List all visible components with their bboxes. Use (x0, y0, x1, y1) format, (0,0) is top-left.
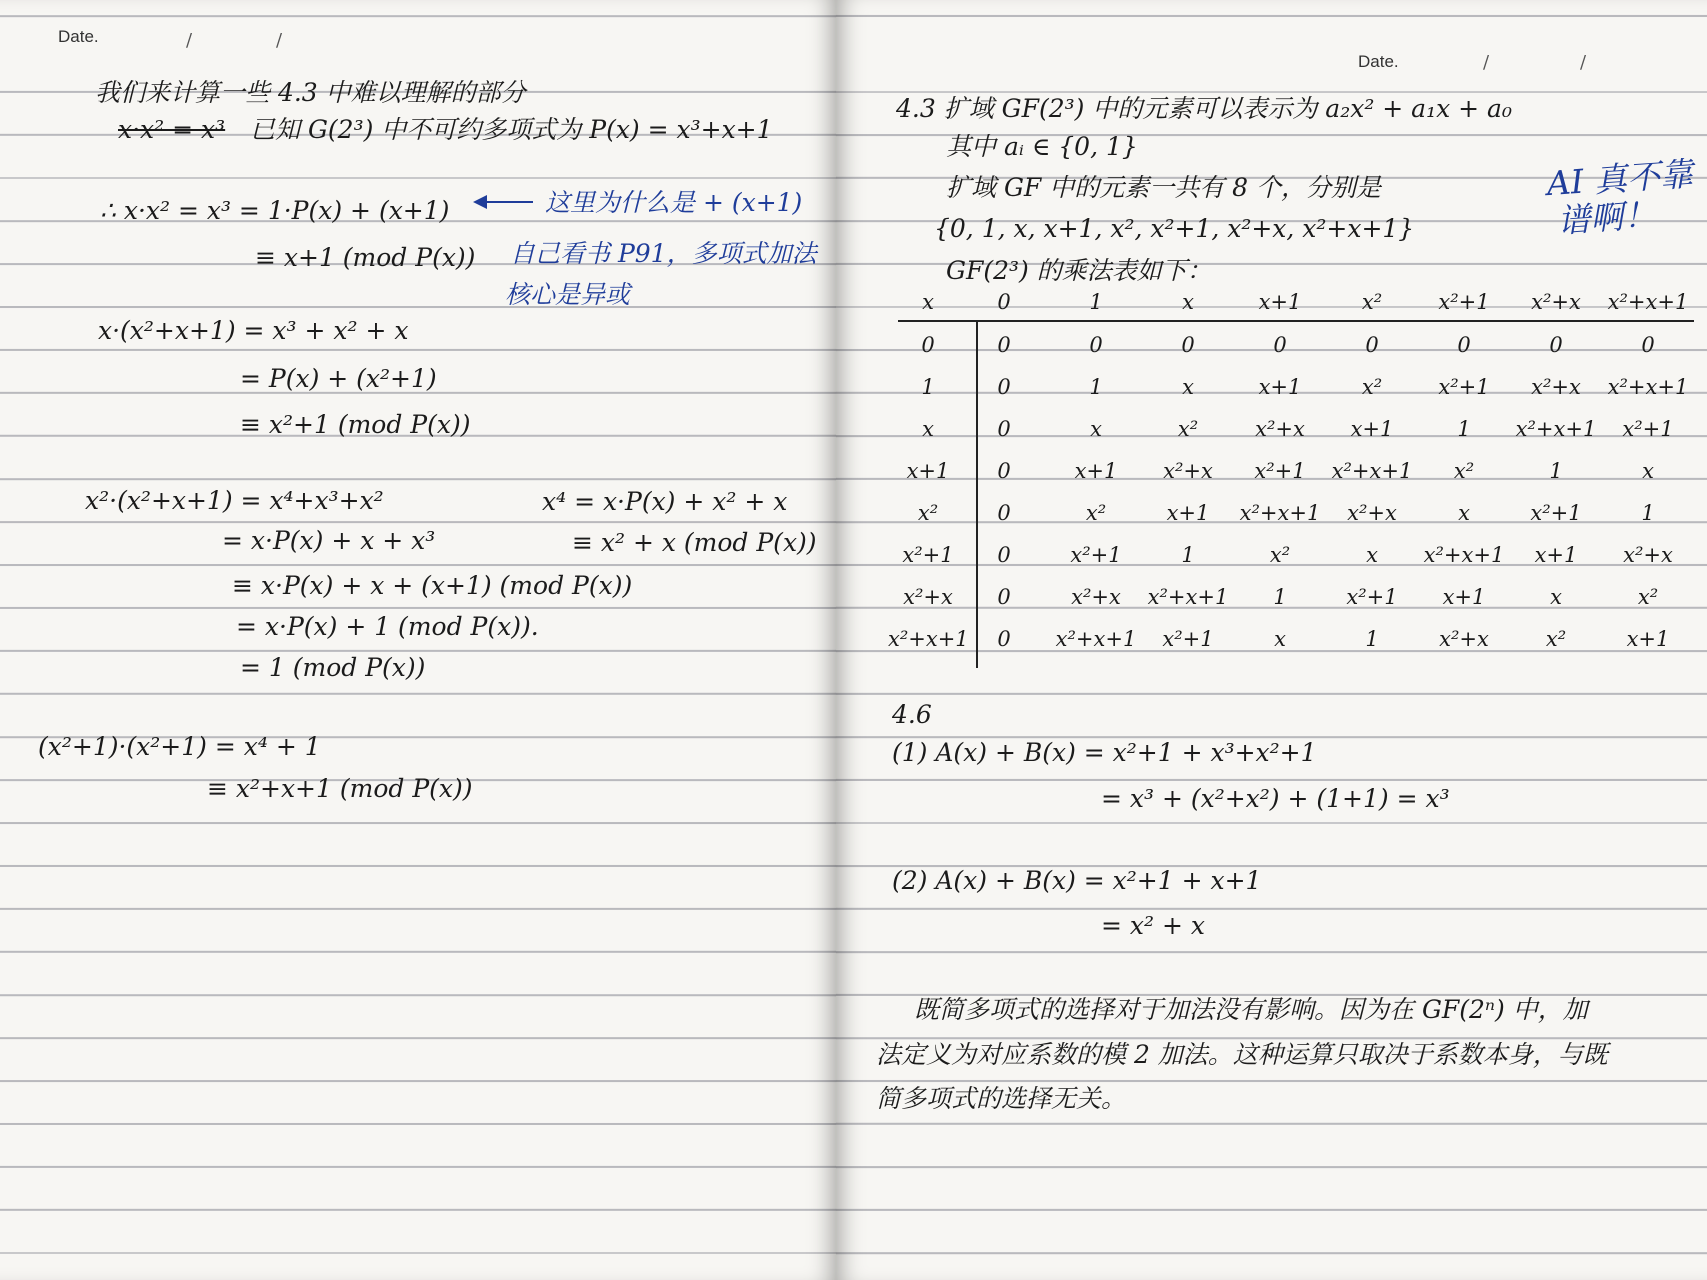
table-cell: x² (1177, 417, 1199, 441)
date-slash: / (186, 30, 193, 51)
table-cell: x (1274, 627, 1286, 651)
ai-comment (1546, 155, 1697, 241)
table-column-rule (976, 320, 978, 668)
table-corner: x (922, 290, 934, 314)
table-cell: x²+1 (1346, 585, 1398, 609)
table-cell: x²+x (1071, 585, 1121, 609)
table-cell: x+1 (1534, 543, 1578, 567)
handwritten-line: (1) A(x) + B(x) = x²+1 + x³+x²+1 (892, 738, 1317, 767)
handwritten-line: x²·(x²+x+1) = x⁴+x³+x² (85, 486, 384, 515)
table-cell: x+1 (1258, 375, 1302, 399)
table-cell: x (1458, 501, 1470, 525)
table-cell: x²+x (1163, 459, 1213, 483)
table-cell: x² (1361, 375, 1383, 399)
table-cell: 0 (1641, 333, 1655, 357)
table-cell: x+1 (1166, 501, 1210, 525)
handwritten-line: {0, 1, x, x+1, x², x²+1, x²+x, x²+x+1} (934, 214, 1415, 243)
table-row-label: x+1 (906, 459, 950, 483)
ai-comment-line: AI 真不靠 (1545, 153, 1695, 204)
table-header-cell: 0 (997, 290, 1011, 314)
handwritten-line: = x·P(x) + 1 (mod P(x)). (236, 612, 539, 641)
table-cell: x (1642, 459, 1654, 483)
handwritten-line: 其中 aᵢ ∈ {0, 1} (946, 132, 1138, 161)
table-cell: x²+x (1347, 501, 1397, 525)
handwritten-line: = P(x) + (x²+1) (240, 364, 437, 393)
table-cell: x² (1453, 459, 1475, 483)
table-cell: x²+x+1 (1147, 585, 1229, 609)
table-cell: x² (1269, 543, 1291, 567)
table-cell: x²+1 (1254, 459, 1306, 483)
table-cell: x² (1545, 627, 1567, 651)
table-cell: 0 (1089, 333, 1103, 357)
handwritten-line: ≡ x² + x (mod P(x)) (572, 528, 817, 557)
table-cell: x+1 (1074, 459, 1118, 483)
handwritten-line: 已知 G(2³) 中不可约多项式为 P(x) = x³+x+1 (250, 115, 773, 144)
ai-comment-line: 谱啊！ (1556, 194, 1658, 241)
table-cell: x² (1085, 501, 1107, 525)
table-cell: 1 (1549, 459, 1563, 483)
table-cell: x²+1 (1438, 375, 1490, 399)
table-cell: 0 (1181, 333, 1195, 357)
table-cell: x²+x+1 (1607, 375, 1689, 399)
table-header-cell: 1 (1089, 290, 1103, 314)
table-header-cell: x²+1 (1438, 290, 1490, 314)
table-cell: x (1182, 375, 1194, 399)
table-cell: x²+x (1623, 543, 1673, 567)
table-header-cell: x² (1361, 290, 1383, 314)
table-cell: x²+1 (1622, 417, 1674, 441)
table-header-cell: x²+x+1 (1607, 290, 1689, 314)
date-slash: / (1483, 52, 1490, 73)
date-slash: / (1580, 52, 1587, 73)
table-cell: x²+x+1 (1331, 459, 1413, 483)
table-cell: x²+x (1531, 375, 1581, 399)
handwritten-line: 4.3 扩域 GF(2³) 中的元素可以表示为 a₂x² + a₁x + a₀ (896, 94, 1512, 123)
table-row-label: x²+x (903, 585, 953, 609)
table-cell: 0 (997, 333, 1011, 357)
date-label: Date. (58, 27, 99, 46)
table-cell: x+1 (1350, 417, 1394, 441)
handwritten-line: GF(2³) 的乘法表如下： (946, 256, 1212, 285)
table-cell: x²+1 (1530, 501, 1582, 525)
handwritten-line: 4.6 (892, 700, 932, 729)
table-cell: 0 (997, 585, 1011, 609)
table-cell: 1 (1273, 585, 1287, 609)
table-cell: x²+x+1 (1515, 417, 1597, 441)
table-cell: x (1550, 585, 1562, 609)
table-cell: 0 (997, 417, 1011, 441)
date-label: Date. (1358, 52, 1399, 71)
handwritten-line: = x² + x (1101, 911, 1205, 940)
table-cell: 1 (1457, 417, 1471, 441)
handwritten-line: = 1 (mod P(x)) (240, 653, 426, 682)
table-cell: x²+1 (1070, 543, 1122, 567)
table-cell: 1 (1089, 375, 1103, 399)
table-cell: x²+x+1 (1239, 501, 1321, 525)
arrow-icon (475, 201, 533, 203)
left-page (0, 0, 836, 1280)
handwritten-line: 简多项式的选择无关。 (876, 1084, 1127, 1113)
handwritten-line: ≡ x²+1 (mod P(x)) (240, 410, 471, 439)
table-header-cell: x+1 (1258, 290, 1302, 314)
table-cell: 0 (1365, 333, 1379, 357)
table-cell: x²+1 (1162, 627, 1214, 651)
blue-note-line: 核心是异或 (505, 280, 631, 309)
table-cell: 0 (997, 459, 1011, 483)
table-cell: 0 (997, 375, 1011, 399)
right-page (836, 0, 1707, 1280)
blue-note-line: 自己看书 P91，多项式加法 (510, 239, 817, 268)
table-cell: 0 (997, 627, 1011, 651)
table-row-label: x (922, 417, 934, 441)
handwritten-line: x·(x²+x+1) = x³ + x² + x (98, 316, 409, 345)
table-cell: x²+x+1 (1423, 543, 1505, 567)
table-cell: 0 (1549, 333, 1563, 357)
table-cell: x+1 (1626, 627, 1670, 651)
table-row-label: 1 (921, 375, 935, 399)
date-slash: / (276, 30, 283, 51)
table-row-label: x²+1 (902, 543, 954, 567)
table-row-label: x²+x+1 (888, 627, 969, 651)
table-cell: 0 (997, 501, 1011, 525)
table-cell: 0 (997, 543, 1011, 567)
table-cell: x (1090, 417, 1102, 441)
blue-note-line: 这里为什么是 + (x+1) (545, 188, 803, 217)
handwritten-line: = x·P(x) + x + x³ (222, 526, 436, 555)
table-cell: 1 (1641, 501, 1655, 525)
table-cell: x²+x (1255, 417, 1305, 441)
table-header-rule (898, 320, 1694, 322)
handwritten-line: 既简多项式的选择对于加法没有影响。因为在 GF(2ⁿ) 中，加 (914, 995, 1588, 1024)
table-header-cell: x (1182, 290, 1194, 314)
table-header-cell: x²+x (1531, 290, 1581, 314)
table-cell: x+1 (1442, 585, 1486, 609)
table-cell: 0 (1273, 333, 1287, 357)
table-cell: x² (1637, 585, 1659, 609)
table-cell: x (1366, 543, 1378, 567)
handwritten-line: = x³ + (x²+x²) + (1+1) = x³ (1101, 784, 1450, 813)
handwritten-line: ∴ x·x² = x³ = 1·P(x) + (x+1) (100, 196, 450, 225)
table-row-label: x² (917, 501, 939, 525)
handwritten-line: ≡ x·P(x) + x + (x+1) (mod P(x)) (232, 571, 633, 600)
table-row-label: 0 (921, 333, 935, 357)
table-cell: 1 (1181, 543, 1195, 567)
handwritten-line: 扩域 GF 中的元素一共有 8 个，分别是 (946, 173, 1382, 202)
table-cell: x²+x (1439, 627, 1489, 651)
table-cell: 1 (1365, 627, 1379, 651)
handwritten-line: x⁴ = x·P(x) + x² + x (542, 487, 788, 516)
handwritten-line: 法定义为对应系数的模 2 加法。这种运算只取决于系数本身，与既 (876, 1040, 1608, 1069)
handwritten-line: (x²+1)·(x²+1) = x⁴ + 1 (38, 732, 321, 761)
handwritten-line: ≡ x²+x+1 (mod P(x)) (207, 774, 473, 803)
handwritten-line: 我们来计算一些 4.3 中难以理解的部分 (95, 78, 526, 107)
table-cell: 0 (1457, 333, 1471, 357)
struck-text: x·x² = x³ (118, 115, 226, 144)
handwritten-line: (2) A(x) + B(x) = x²+1 + x+1 (892, 866, 1262, 895)
table-cell: x²+x+1 (1055, 627, 1137, 651)
handwritten-line: ≡ x+1 (mod P(x)) (255, 243, 476, 272)
